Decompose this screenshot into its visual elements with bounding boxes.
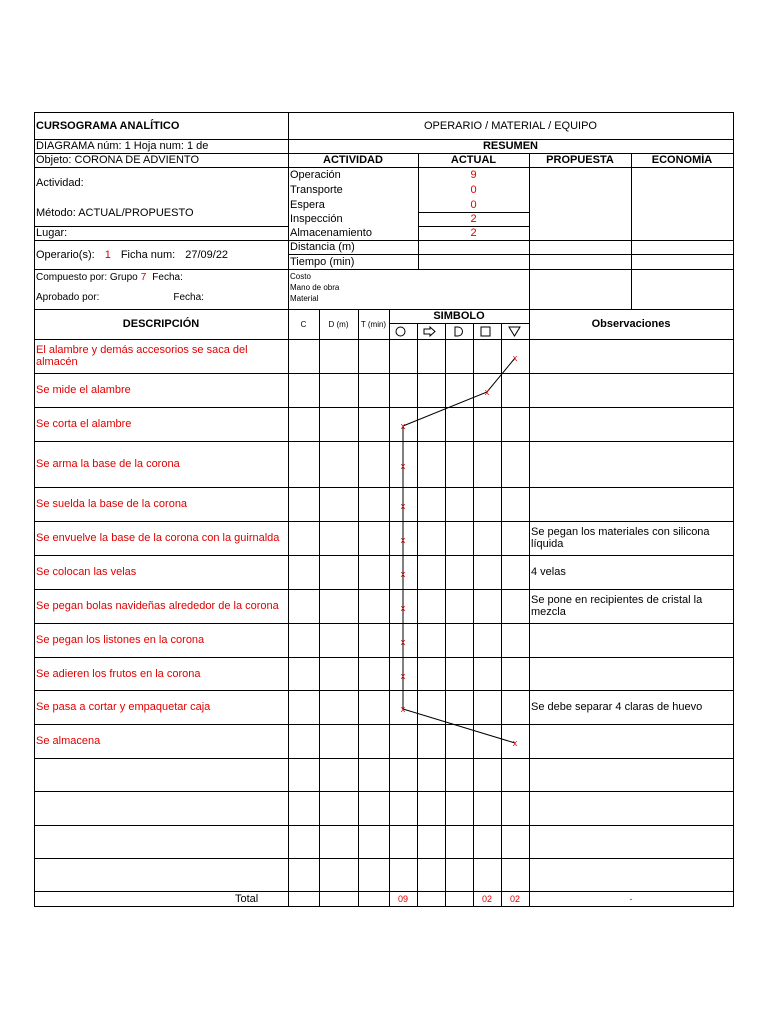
row-observation	[529, 441, 733, 487]
grid-line	[34, 589, 734, 590]
summary-label-3: Inspección	[290, 213, 343, 225]
row-observation	[529, 623, 733, 657]
row-description: El alambre y demás accesorios se saca del almacén	[36, 344, 248, 368]
symbol-mark-operation-icon: x	[400, 501, 406, 511]
grid-line	[34, 373, 734, 374]
col-t: T (min)	[360, 319, 387, 329]
grid-line	[34, 339, 734, 340]
summary-label-1: Transporte	[290, 183, 343, 196]
composed-label: Compuesto por: Grupo	[36, 272, 138, 283]
symbol-mark-operation-icon: x	[400, 637, 406, 647]
grid-line	[34, 891, 734, 892]
material-label: Material	[290, 294, 319, 303]
row-description: Se suelda la base de la corona	[36, 498, 188, 510]
symbol-mark-storage-icon: x	[512, 738, 518, 748]
cost-label: Costo	[290, 272, 311, 281]
grid-line	[445, 323, 446, 906]
grid-line	[34, 906, 734, 907]
row-description: Se colocan las velas	[36, 566, 137, 578]
col-description: DESCRIPCIÓN	[122, 318, 200, 330]
summary-col-actual: ACTUAL	[450, 154, 497, 166]
grid-line	[34, 657, 734, 658]
transport-icon	[423, 326, 436, 337]
grid-line	[34, 139, 734, 140]
grid-line	[529, 309, 530, 906]
row-description: Se pasa a cortar y empaquetar caja	[36, 701, 211, 713]
grid-line	[34, 240, 288, 241]
summary-col-economy: ECONOMÍA	[651, 154, 713, 166]
activity-field: Actividad:	[36, 177, 84, 189]
row-description: Se corta el alambre	[36, 418, 132, 430]
summary-actual-3: 2	[470, 213, 477, 225]
summary-actual-0: 9	[470, 168, 477, 181]
row-description: Se arma la base de la corona	[36, 458, 180, 470]
ficha-label: Ficha num:	[120, 248, 176, 261]
row-observation: 4 velas	[531, 566, 566, 578]
total-label: Total	[235, 892, 259, 905]
summary-actual-4: 2	[470, 227, 477, 239]
summary-label-2: Espera	[290, 198, 325, 211]
summary-actual-6	[418, 254, 529, 269]
row-observation	[529, 758, 733, 791]
place-field: Lugar:	[36, 227, 68, 239]
grid-line	[319, 309, 320, 906]
summary-label-0: Operación	[290, 168, 341, 181]
grid-line	[34, 487, 734, 488]
grid-line	[34, 690, 734, 691]
delay-icon	[452, 326, 465, 337]
symbol-mark-inspection-icon: x	[484, 387, 490, 397]
operator-label: Operario(s):	[36, 248, 95, 261]
grid-line	[34, 112, 35, 906]
grid-line	[288, 254, 734, 255]
summary-label-6: Tiempo (min)	[290, 255, 355, 268]
summary-title: RESUMEN	[482, 140, 538, 152]
grid-line	[34, 309, 734, 310]
symbol-mark-operation-icon: x	[400, 670, 406, 681]
grid-line	[473, 323, 474, 906]
summary-col-activity: ACTIVIDAD	[323, 154, 383, 166]
grid-line	[34, 623, 734, 624]
symbol-mark-operation-icon: x	[400, 704, 406, 714]
row-observation	[529, 724, 733, 758]
row-observation: Se pegan los materiales con silicona líquida	[531, 526, 710, 550]
summary-col-proposed: PROPUESTA	[546, 154, 614, 166]
row-description	[34, 791, 288, 825]
grid-line	[418, 153, 419, 269]
grid-line	[389, 323, 529, 324]
composed-value: 7	[140, 272, 147, 283]
row-observation	[529, 825, 733, 858]
grid-line	[733, 112, 734, 906]
row-description: Se envuelve la base de la corona con la guirnalda	[36, 532, 280, 544]
summary-actual-1: 0	[470, 183, 477, 196]
ficha-value: 27/09/22	[185, 248, 229, 261]
grid-line	[34, 153, 288, 154]
grid-line	[34, 269, 288, 270]
row-description: Se pegan los listones en la corona	[36, 634, 205, 646]
row-observation: Se pone en recipientes de cristal la mezcla	[531, 594, 703, 618]
col-symbol: SIMBOLO	[433, 310, 485, 322]
grid-line	[34, 521, 734, 522]
diagram-number: DIAGRAMA núm: 1 Hoja num: 1 de	[36, 140, 209, 152]
row-description: Se pegan bolas navideñas alrededor de la corona	[36, 600, 279, 612]
chart-title: CURSOGRAMA ANALÍTICO	[36, 120, 180, 132]
grid-line	[34, 791, 734, 792]
symbol-mark-operation-icon: x	[400, 569, 406, 579]
symbol-mark-operation-icon: x	[400, 421, 406, 431]
approved-date: Fecha:	[173, 292, 204, 303]
symbol-mark-operation-icon: x	[400, 603, 406, 613]
grid-line	[34, 167, 734, 168]
row-description	[34, 858, 288, 891]
grid-line	[501, 323, 502, 906]
flow-path	[403, 358, 515, 743]
grid-line	[529, 153, 530, 309]
symbol-mark-operation-icon: x	[400, 461, 406, 471]
grid-line	[34, 407, 734, 408]
row-observation	[529, 487, 733, 521]
grid-line	[631, 153, 632, 309]
composed-row	[34, 269, 288, 287]
storage-icon	[508, 326, 521, 337]
composed-date: Fecha:	[152, 272, 183, 283]
summary-actual-5	[418, 240, 529, 254]
row-description: Se almacena	[36, 735, 101, 747]
grid-line	[34, 226, 288, 227]
grid-line	[288, 112, 289, 906]
grid-line	[389, 309, 390, 906]
grid-line	[418, 226, 529, 227]
subject-type: OPERARIO / MATERIAL / EQUIPO	[424, 120, 597, 132]
object-field: Objeto: CORONA DE ADVIENTO	[36, 154, 200, 166]
row-description: Se mide el alambre	[36, 384, 131, 396]
operator-value: 1	[104, 248, 111, 261]
col-observations: Observaciones	[591, 318, 671, 330]
row-observation	[529, 858, 733, 891]
grid-line	[34, 724, 734, 725]
operator-row	[34, 240, 288, 269]
grid-line	[34, 441, 734, 442]
summary-label-4: Almacenamiento	[290, 227, 372, 239]
row-description: Se adieren los frutos en la corona	[36, 667, 201, 680]
row-description	[34, 825, 288, 858]
approved-row	[34, 287, 288, 309]
approved-label: Aprobado por:	[36, 292, 100, 303]
total-storage: 02	[509, 893, 520, 904]
row-observation	[529, 339, 733, 373]
symbol-mark-operation-icon: x	[400, 535, 406, 545]
row-observation	[529, 791, 733, 825]
grid-line	[417, 323, 418, 906]
total-observations: -	[629, 893, 633, 904]
labor-label: Mano de obra	[290, 283, 340, 292]
inspection-icon	[479, 326, 492, 337]
grid-line	[34, 825, 734, 826]
grid-line	[34, 112, 734, 113]
row-observation	[529, 373, 733, 407]
operation-icon	[394, 326, 407, 337]
summary-label-5: Distancia (m)	[290, 241, 355, 253]
grid-line	[34, 858, 734, 859]
col-d: D (m)	[328, 319, 349, 329]
grid-line	[288, 269, 734, 270]
total-operation: 09	[397, 893, 408, 904]
grid-line	[34, 555, 734, 556]
total-inspection: 02	[481, 893, 492, 904]
grid-line	[418, 212, 529, 213]
row-description	[34, 758, 288, 791]
symbol-mark-storage-icon: x	[512, 353, 518, 363]
grid-line	[358, 309, 359, 906]
row-observation	[529, 657, 733, 690]
col-c: C	[300, 319, 307, 329]
grid-line	[288, 240, 734, 241]
grid-line	[34, 758, 734, 759]
method-field: Método: ACTUAL/PROPUESTO	[36, 206, 194, 219]
row-observation	[529, 407, 733, 441]
summary-actual-2: 0	[470, 198, 477, 211]
row-observation: Se debe separar 4 claras de huevo	[531, 701, 703, 713]
grid-line	[288, 153, 734, 154]
